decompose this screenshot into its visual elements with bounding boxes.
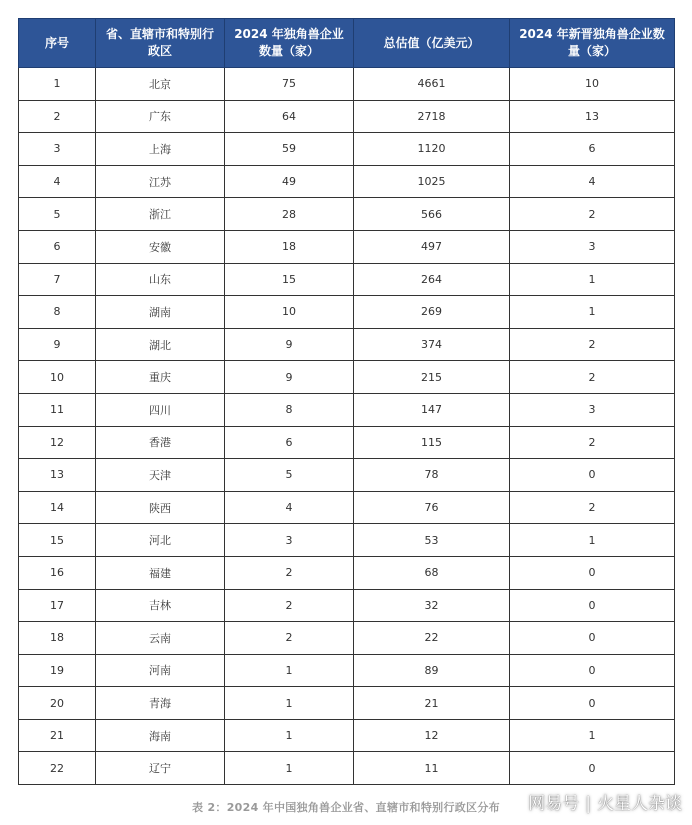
cell-total-valuation: 4661	[354, 68, 510, 101]
header-unicorn-count: 2024 年独角兽企业数量（家）	[225, 19, 354, 68]
cell-unicorn-count: 9	[225, 328, 354, 361]
cell-region: 辽宁	[96, 752, 225, 785]
cell-total-valuation: 215	[354, 361, 510, 394]
cell-region: 云南	[96, 622, 225, 655]
cell-unicorn-count: 9	[225, 361, 354, 394]
cell-unicorn-count: 15	[225, 263, 354, 296]
table-row	[19, 426, 675, 459]
watermark-separator: |	[585, 794, 591, 814]
table-row	[19, 622, 675, 655]
cell-total-valuation: 76	[354, 491, 510, 524]
cell-new-unicorn-count: 0	[510, 687, 675, 720]
cell-region: 重庆	[96, 361, 225, 394]
cell-index: 4	[19, 165, 96, 198]
cell-new-unicorn-count: 13	[510, 100, 675, 133]
cell-total-valuation: 12	[354, 719, 510, 752]
cell-index: 18	[19, 622, 96, 655]
table-row	[19, 719, 675, 752]
cell-new-unicorn-count: 4	[510, 165, 675, 198]
cell-region: 山东	[96, 263, 225, 296]
cell-new-unicorn-count: 3	[510, 393, 675, 426]
cell-total-valuation: 22	[354, 622, 510, 655]
cell-region: 香港	[96, 426, 225, 459]
cell-region: 浙江	[96, 198, 225, 231]
cell-index: 22	[19, 752, 96, 785]
cell-region: 陕西	[96, 491, 225, 524]
watermark-brand: 网易号	[528, 794, 580, 814]
cell-region: 福建	[96, 556, 225, 589]
cell-total-valuation: 1120	[354, 133, 510, 166]
table-row	[19, 589, 675, 622]
cell-index: 3	[19, 133, 96, 166]
cell-new-unicorn-count: 0	[510, 752, 675, 785]
cell-unicorn-count: 4	[225, 491, 354, 524]
cell-unicorn-count: 75	[225, 68, 354, 101]
cell-total-valuation: 21	[354, 687, 510, 720]
cell-index: 19	[19, 654, 96, 687]
cell-total-valuation: 53	[354, 524, 510, 557]
cell-new-unicorn-count: 0	[510, 622, 675, 655]
cell-new-unicorn-count: 1	[510, 263, 675, 296]
cell-index: 1	[19, 68, 96, 101]
cell-index: 6	[19, 230, 96, 263]
header-region: 省、直辖市和特别行政区	[96, 19, 225, 68]
cell-new-unicorn-count: 3	[510, 230, 675, 263]
cell-index: 16	[19, 556, 96, 589]
cell-total-valuation: 264	[354, 263, 510, 296]
table-row	[19, 100, 675, 133]
cell-new-unicorn-count: 2	[510, 491, 675, 524]
cell-new-unicorn-count: 1	[510, 524, 675, 557]
header-index: 序号	[19, 19, 96, 68]
cell-unicorn-count: 2	[225, 622, 354, 655]
cell-region: 四川	[96, 393, 225, 426]
cell-new-unicorn-count: 2	[510, 328, 675, 361]
cell-index: 15	[19, 524, 96, 557]
table-row	[19, 491, 675, 524]
cell-region: 海南	[96, 719, 225, 752]
cell-unicorn-count: 2	[225, 589, 354, 622]
table-row	[19, 165, 675, 198]
cell-new-unicorn-count: 10	[510, 68, 675, 101]
cell-new-unicorn-count: 0	[510, 654, 675, 687]
cell-total-valuation: 32	[354, 589, 510, 622]
cell-region: 上海	[96, 133, 225, 166]
cell-unicorn-count: 6	[225, 426, 354, 459]
cell-total-valuation: 115	[354, 426, 510, 459]
cell-unicorn-count: 8	[225, 393, 354, 426]
cell-region: 北京	[96, 68, 225, 101]
cell-new-unicorn-count: 2	[510, 426, 675, 459]
cell-unicorn-count: 28	[225, 198, 354, 231]
header-total-valuation: 总估值（亿美元）	[354, 19, 510, 68]
cell-index: 9	[19, 328, 96, 361]
cell-total-valuation: 269	[354, 296, 510, 329]
cell-region: 河南	[96, 654, 225, 687]
cell-index: 5	[19, 198, 96, 231]
cell-unicorn-count: 1	[225, 687, 354, 720]
table-row	[19, 752, 675, 785]
cell-unicorn-count: 2	[225, 556, 354, 589]
cell-total-valuation: 497	[354, 230, 510, 263]
table-row	[19, 328, 675, 361]
cell-unicorn-count: 5	[225, 459, 354, 492]
header-new-unicorn-count: 2024 年新晋独角兽企业数量（家）	[510, 19, 675, 68]
cell-index: 8	[19, 296, 96, 329]
table-row	[19, 133, 675, 166]
cell-region: 湖北	[96, 328, 225, 361]
cell-region: 安徽	[96, 230, 225, 263]
table-header	[19, 19, 675, 68]
cell-unicorn-count: 10	[225, 296, 354, 329]
table-row	[19, 198, 675, 231]
table-row	[19, 296, 675, 329]
cell-total-valuation: 1025	[354, 165, 510, 198]
cell-unicorn-count: 18	[225, 230, 354, 263]
cell-new-unicorn-count: 1	[510, 296, 675, 329]
cell-index: 13	[19, 459, 96, 492]
cell-index: 2	[19, 100, 96, 133]
cell-index: 12	[19, 426, 96, 459]
table-row	[19, 68, 675, 101]
cell-total-valuation: 566	[354, 198, 510, 231]
watermark	[528, 789, 682, 814]
cell-unicorn-count: 3	[225, 524, 354, 557]
cell-total-valuation: 147	[354, 393, 510, 426]
cell-total-valuation: 374	[354, 328, 510, 361]
cell-new-unicorn-count: 0	[510, 589, 675, 622]
cell-index: 7	[19, 263, 96, 296]
cell-unicorn-count: 1	[225, 719, 354, 752]
cell-region: 天津	[96, 459, 225, 492]
cell-new-unicorn-count: 6	[510, 133, 675, 166]
cell-total-valuation: 11	[354, 752, 510, 785]
cell-unicorn-count: 1	[225, 752, 354, 785]
cell-new-unicorn-count: 2	[510, 198, 675, 231]
cell-region: 江苏	[96, 165, 225, 198]
cell-unicorn-count: 59	[225, 133, 354, 166]
cell-new-unicorn-count: 0	[510, 459, 675, 492]
table-row	[19, 361, 675, 394]
cell-total-valuation: 78	[354, 459, 510, 492]
cell-index: 11	[19, 393, 96, 426]
table-caption: 表 2：2024 年中国独角兽企业省、直辖市和特别行政区分布	[192, 801, 500, 814]
cell-region: 青海	[96, 687, 225, 720]
table-row	[19, 393, 675, 426]
table-row	[19, 263, 675, 296]
table-row	[19, 654, 675, 687]
cell-region: 河北	[96, 524, 225, 557]
unicorn-distribution-table	[18, 18, 675, 785]
cell-index: 17	[19, 589, 96, 622]
cell-unicorn-count: 1	[225, 654, 354, 687]
cell-region: 湖南	[96, 296, 225, 329]
watermark-author: 火星人杂谈	[597, 794, 682, 814]
cell-unicorn-count: 64	[225, 100, 354, 133]
cell-new-unicorn-count: 2	[510, 361, 675, 394]
cell-total-valuation: 89	[354, 654, 510, 687]
cell-total-valuation: 2718	[354, 100, 510, 133]
cell-region: 吉林	[96, 589, 225, 622]
table-row	[19, 556, 675, 589]
cell-index: 20	[19, 687, 96, 720]
cell-index: 14	[19, 491, 96, 524]
table-container	[18, 18, 675, 785]
cell-new-unicorn-count: 1	[510, 719, 675, 752]
cell-region: 广东	[96, 100, 225, 133]
cell-unicorn-count: 49	[225, 165, 354, 198]
cell-index: 10	[19, 361, 96, 394]
table-row	[19, 524, 675, 557]
table-row	[19, 230, 675, 263]
cell-total-valuation: 68	[354, 556, 510, 589]
cell-new-unicorn-count: 0	[510, 556, 675, 589]
cell-index: 21	[19, 719, 96, 752]
header-row	[19, 19, 675, 68]
table-row	[19, 687, 675, 720]
table-row	[19, 459, 675, 492]
table-body	[19, 68, 675, 785]
